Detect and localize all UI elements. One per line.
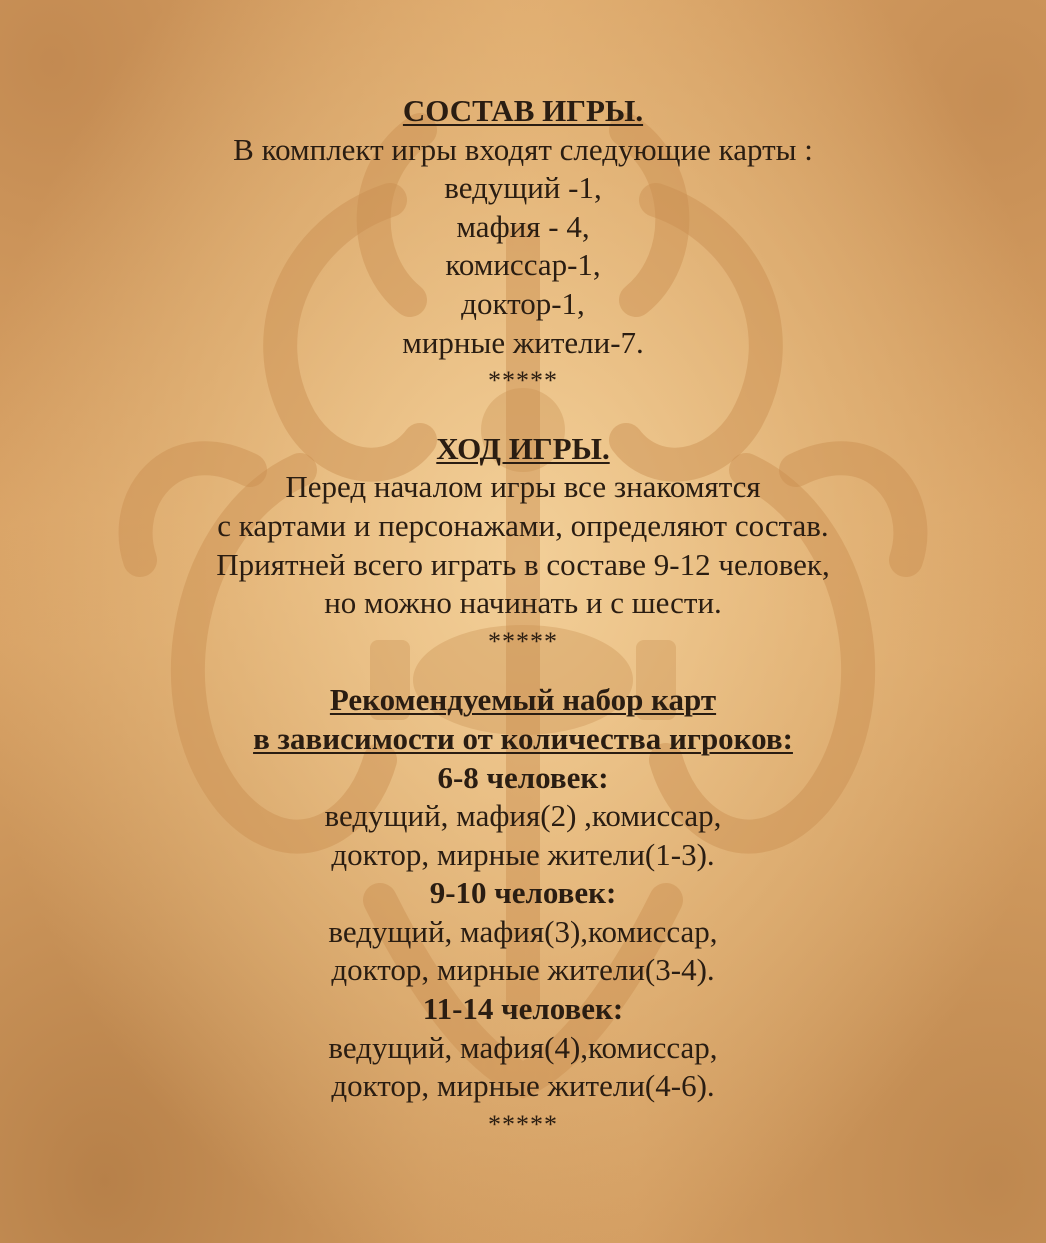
composition-item: комиссар-1,	[445, 247, 601, 283]
section-separator: *****	[488, 366, 558, 396]
player-count-heading: 6-8 человек:	[437, 759, 609, 795]
card-set-line: доктор, мирные жители(3-4).	[331, 952, 715, 988]
recommended-title: в зависимости от количества игроков:	[253, 720, 793, 756]
gameplay-line: но можно начинать и с шести.	[324, 585, 722, 621]
gameplay-line: Перед началом игры все знакомятся	[285, 469, 761, 505]
card-set-line: ведущий, мафия(3),комиссар,	[328, 913, 718, 949]
gameplay-line: с картами и персонажами, определяют состав.	[217, 507, 829, 543]
gameplay-line: Приятней всего играть в составе 9-12 человек,	[216, 546, 830, 582]
card-set-line: доктор, мирные жители(1-3).	[331, 836, 715, 872]
player-count-heading: 9-10 человек:	[429, 875, 617, 911]
composition-item: доктор-1,	[461, 285, 585, 321]
section-separator: *****	[488, 1109, 558, 1139]
recommended-title: Рекомендуемый набор карт	[329, 682, 717, 718]
section-separator: *****	[488, 626, 558, 656]
composition-intro: В комплект игры входят следующие карты :	[233, 131, 813, 167]
composition-item: мирные жители-7.	[402, 324, 644, 360]
composition-item: ведущий -1,	[444, 170, 602, 206]
card-set-line: доктор, мирные жители(4-6).	[331, 1068, 715, 1104]
card-set-line: ведущий, мафия(2) ,комиссар,	[324, 798, 722, 834]
composition-item: мафия - 4,	[456, 208, 590, 244]
game-rules-text	[0, 92, 1046, 1144]
composition-title: СОСТАВ ИГРЫ.	[402, 93, 644, 128]
player-count-heading: 11-14 человек:	[422, 991, 624, 1027]
card-set-line: ведущий, мафия(4),комиссар,	[328, 1029, 718, 1065]
gameplay-title: ХОД ИГРЫ.	[436, 430, 610, 466]
